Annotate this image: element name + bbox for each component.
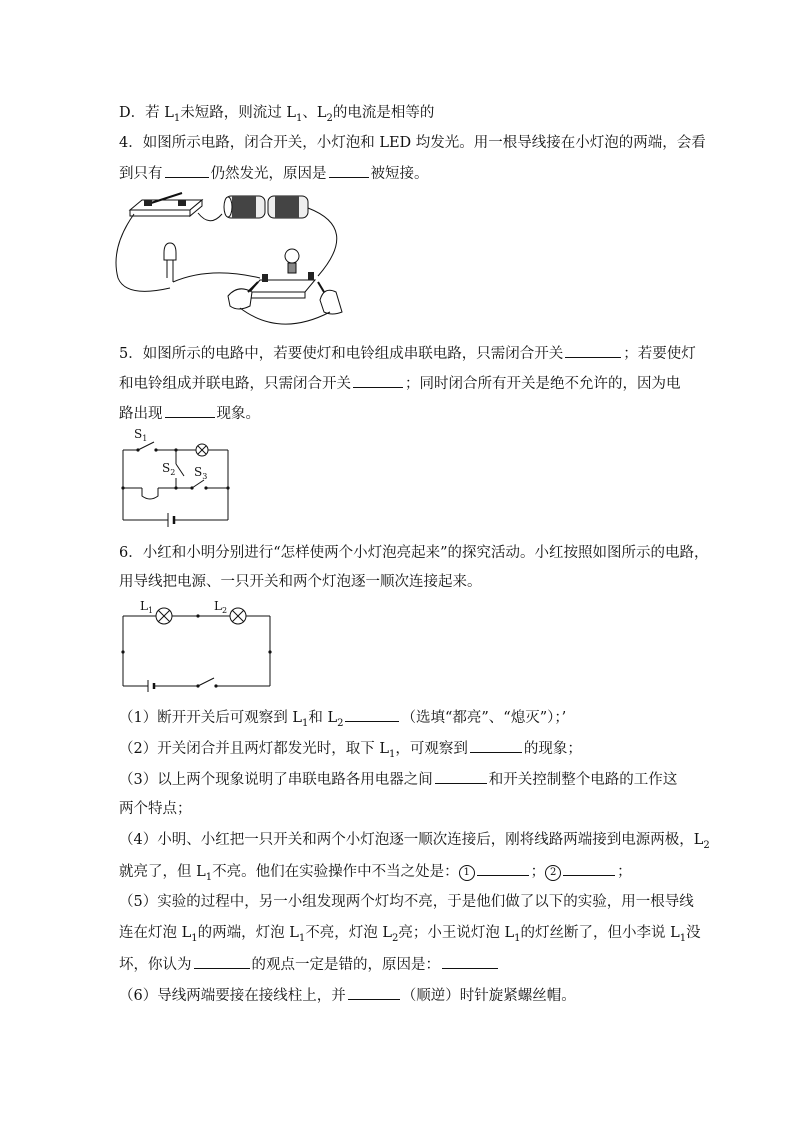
q5-line3: 路出现 现象。	[119, 403, 260, 424]
circled-number: 1	[459, 865, 475, 881]
q6-part5: （5）实验的过程中，另一小组发现两个灯均不亮，于是他们做了以下的实验，用一根导线	[119, 894, 694, 910]
answer-blank[interactable]	[348, 985, 400, 1000]
led-icon	[164, 243, 176, 282]
hand-right-icon	[318, 282, 342, 314]
l2-label: $L_2$	[214, 599, 228, 615]
answer-blank[interactable]	[470, 738, 522, 753]
answer-blank[interactable]	[435, 769, 487, 784]
q6-line2: 用导线把电源、一只开关和两个灯泡逐一顺次连接起来。	[119, 574, 482, 590]
answer-blank[interactable]	[194, 954, 250, 969]
s3-label: $S_3$	[194, 465, 208, 481]
q5-line1: 5．如图所示的电路中，若要使灯和电铃组成串联电路，只需闭合开关 ；若要使灯	[119, 343, 696, 364]
answer-blank[interactable]	[165, 403, 215, 418]
answer-blank[interactable]	[329, 163, 369, 178]
q6-part5-line2: 连在灯泡 $L_1$的两端，灯泡 $L_1$不亮，灯泡 $L_2$亮；小王说灯泡 $L_1$的灯丝断了，但小李说 $L_1$没	[119, 925, 701, 944]
answer-blank[interactable]	[165, 163, 209, 178]
battery-pack-icon	[224, 196, 308, 218]
q6-part4: （4）小明、小红把一只开关和两个小灯泡逐一顺次连接后，刚将线路两端接到电源两极，$L_2$	[119, 832, 710, 851]
bulb-board-icon	[250, 249, 315, 298]
q5-line2: 和电铃组成并联电路，只需闭合开关 ；同时闭合所有开关是绝不允许的，因为电	[119, 373, 681, 394]
answer-blank[interactable]	[442, 954, 498, 969]
answer-blank[interactable]	[563, 861, 615, 876]
q5-circuit-diagram	[118, 426, 238, 526]
s1-label: $S_1$	[134, 427, 148, 443]
q6-part4-line2: 就亮了，但 $L_1$不亮。他们在实验操作中不当之处是： 1 ； 2 ；	[119, 861, 632, 882]
answer-blank[interactable]	[565, 343, 621, 358]
answer-blank[interactable]	[477, 861, 529, 876]
answer-blank[interactable]	[345, 707, 399, 722]
knife-switch-icon	[130, 193, 202, 216]
q6-part3: （3）以上两个现象说明了串联电路各用电器之间 和开关控制整个电路的工作这	[119, 769, 677, 790]
option-d: D．若 $L_1$未短路，则流过 $L_1$、$L_2$的电流是相等的	[119, 105, 435, 124]
circled-number: 2	[545, 865, 561, 881]
s2-label: $S_2$	[162, 461, 176, 477]
q4-line2: 到只有 仍然发光，原因是 被短接。	[119, 163, 429, 184]
q6-line1: 6．小红和小明分别进行“怎样使两个小灯泡亮起来”的探究活动。小红按照如图所示的电路，	[119, 545, 709, 561]
l1-label: $L_1$	[140, 599, 154, 615]
q6-part5-line3: 坏，你认为 的观点一定是错的，原因是：	[119, 954, 500, 975]
q6-circuit-diagram	[118, 596, 278, 696]
q6-part2: （2）开关闭合并且两灯都发光时，取下 $L_1$，可观察到 的现象；	[119, 738, 582, 759]
q6-part3-line2: 两个特点；	[119, 801, 192, 817]
q4-circuit-illustration	[110, 188, 370, 338]
q6-part6: （6）导线两端要接在接线柱上，并 （顺逆）时针旋紧螺丝帽。	[119, 985, 576, 1006]
answer-blank[interactable]	[353, 373, 403, 388]
q6-part1: （1）断开开关后可观察到 $L_1$和 $L_2$ （选填“都亮”、“熄灭”）；’	[119, 707, 566, 728]
q4-line1: 4．如图所示电路，闭合开关，小灯泡和 LED 均发光。用一根导线接在小灯泡的两端，会看	[119, 135, 706, 151]
